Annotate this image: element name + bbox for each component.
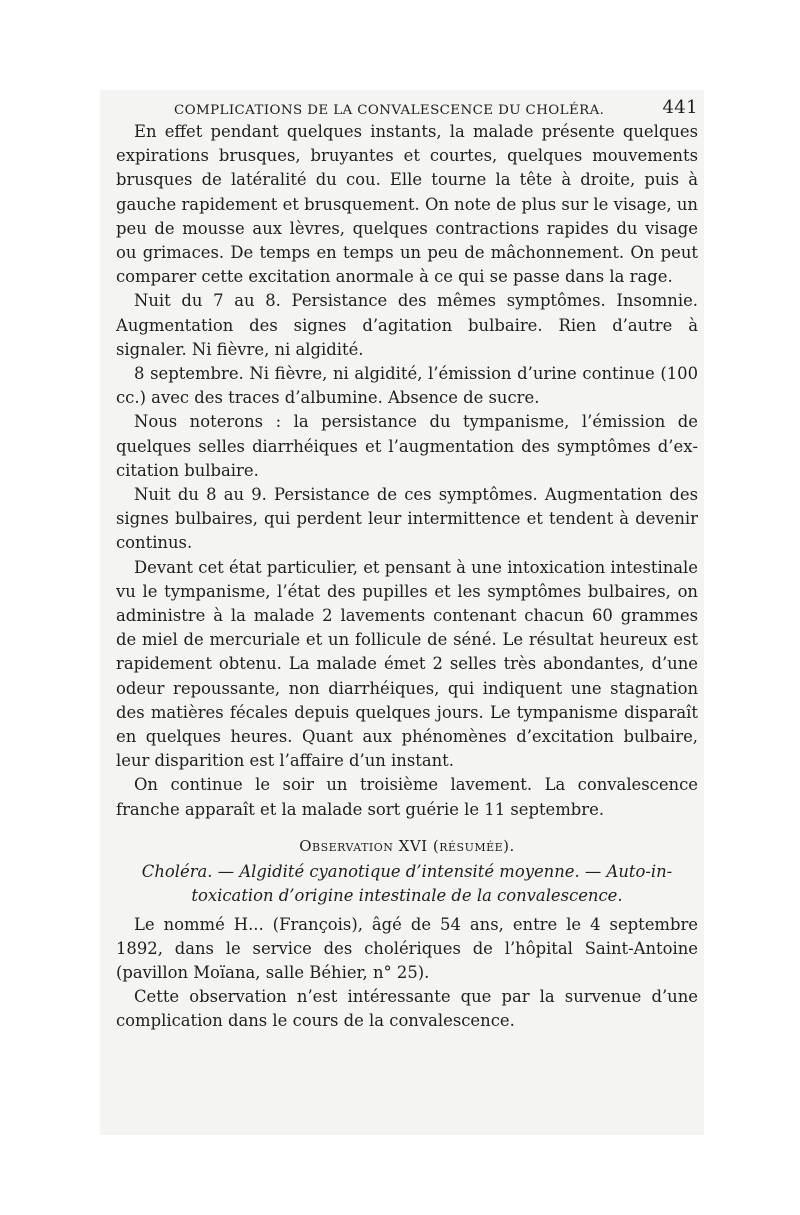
page-number: 441 bbox=[662, 97, 698, 118]
observation-paragraph: Le nommé H... (François), âgé de 54 ans, entre le 4 septembre 1892, dans le service des cholériques de l’hôpital Saint-Antoine (pavillon Moïana, salle Béhier, n° 25). bbox=[116, 914, 698, 982]
body-paragraph: Nous noterons : la persistance du tympanisme, l’émission de quelques selles diarrhéiques et l’augmentation des symptômes d’excitation bulbaire. bbox=[116, 412, 698, 480]
running-title: COMPLICATIONS DE LA CONVALESCENCE DU CHOLÉRA. bbox=[174, 103, 605, 118]
book-page bbox=[116, 96, 698, 1034]
observation-title-line: toxication d’origine intestinale de la convalescence. bbox=[191, 886, 623, 906]
body-paragraph: On continue le soir un troisième lavement. La convalescence franche apparaît et la malade sort guérie le 11 septembre. bbox=[116, 775, 698, 819]
observation-paragraph: Cette observation n’est intéressante que par la survenue d’une complication dans le cours de la convalescence. bbox=[116, 987, 698, 1031]
observation-heading-text: Observation XVI (résumée). bbox=[299, 836, 515, 855]
body-paragraph: En effet pendant quelques instants, la malade présente quelques expirations brusques, bruyantes et courtes, quelques mouvements brusques de latéralité du cou. Elle tourne la tête à droite, puis à gauche rapidement et brusquement. On note de plus sur le visage, un peu de mousse aux lèvres, quelques contractions rapides du visage ou grimaces. De temps en temps un peu de mâchonnement. On peut comparer cette excitation anormale à ce qui se passe dans la rage. bbox=[116, 122, 698, 287]
body-paragraph: Nuit du 7 au 8. Persistance des mêmes symptômes. Insomnie. Augmentation des signes d’agitation bulbaire. Rien d’autre à signaler. Ni fièvre, ni algidité. bbox=[116, 291, 698, 359]
body-paragraph: Nuit du 8 au 9. Persistance de ces symptômes. Augmentation des signes bulbaires, qui perdent leur intermittence et tendent à devenir continus. bbox=[116, 485, 698, 553]
body-paragraph: 8 septembre. Ni fièvre, ni algidité, l’émission d’urine continue (100 cc.) avec des traces d’albumine. Absence de sucre. bbox=[116, 364, 698, 408]
body-paragraph: Devant cet état particulier, et pensant à une intoxication intestinale vu le tympanisme, l’état des pupilles et les symptômes bulbaires, on administre à la malade 2 lavements contenant chacun 60 grammes de miel de mercuriale et un follicule de séné. Le résultat heureux est rapidement obtenu. La malade émet 2 selles très abondantes, d’une odeur repoussante, non diarrhéiques, qui indiquent une stagnation des matières fécales depuis quelques jours. Le tympanisme disparaît en quelques heures. Quant aux phénomènes d’excitation bulbaire, leur disparition est l’affaire d’un instant. bbox=[116, 557, 698, 771]
observation-title-line: Choléra. — Algidité cyanotique d’intensité moyenne. — Auto-in- bbox=[141, 862, 673, 882]
observation-heading bbox=[116, 834, 698, 858]
observation-title bbox=[116, 860, 698, 908]
running-header bbox=[174, 96, 698, 120]
